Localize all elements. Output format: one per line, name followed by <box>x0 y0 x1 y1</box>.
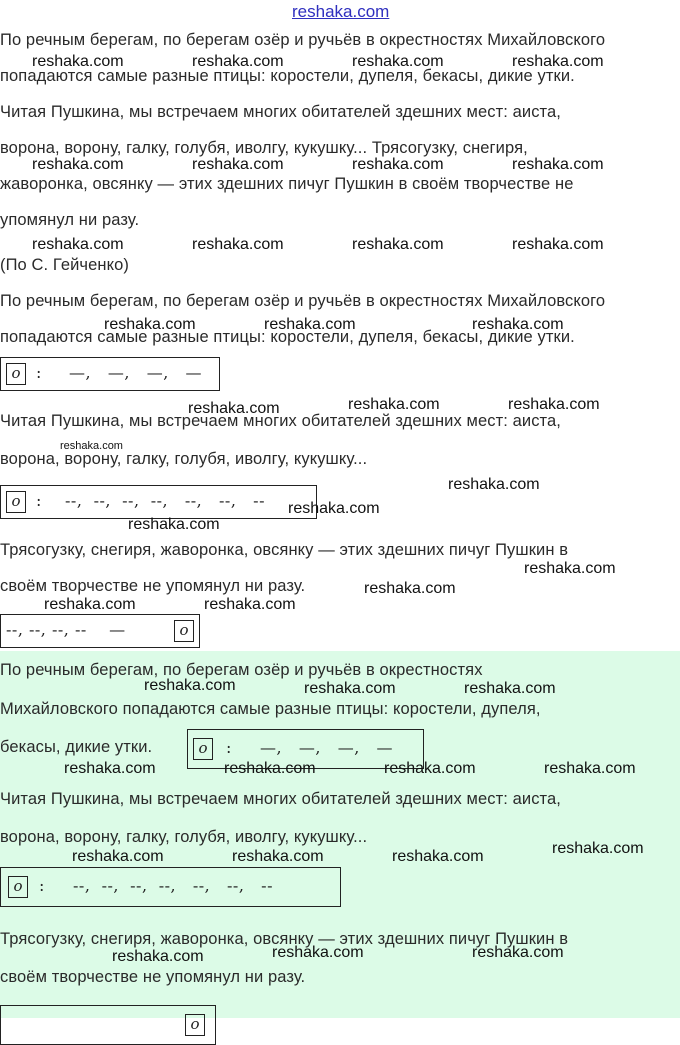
sentence-scheme <box>0 1005 216 1045</box>
text-line: попадаются самые разные птицы: коростели, дупеля, бекасы, дикие утки. <box>0 67 575 85</box>
scheme-members: —, —, —, — <box>260 738 394 757</box>
text-line: своём творчестве не упомянул ни разу. <box>0 968 306 986</box>
text-line: Трясогузку, снегиря, жаворонка, овсянку — этих здешних пичуг Пушкин в <box>0 930 569 948</box>
watermark: reshaka.com <box>192 156 284 173</box>
watermark: reshaka.com <box>544 760 636 777</box>
watermark: reshaka.com <box>472 316 564 333</box>
generalizing-word-box: о <box>6 363 26 385</box>
watermark: reshaka.com <box>272 944 364 961</box>
watermark: reshaka.com <box>60 440 123 452</box>
text-line: упомянул ни разу. <box>0 211 140 229</box>
sentence-scheme <box>0 357 220 391</box>
watermark: reshaka.com <box>128 516 220 533</box>
sentence-scheme <box>0 485 317 519</box>
watermark: reshaka.com <box>352 156 444 173</box>
watermark: reshaka.com <box>352 53 444 70</box>
watermark: reshaka.com <box>552 840 644 857</box>
scheme-colon: : <box>39 876 45 895</box>
watermark: reshaka.com <box>112 948 204 965</box>
text-line: Читая Пушкина, мы встречаем многих обитателей здешних мест: аиста, <box>0 790 561 808</box>
watermark: reshaka.com <box>144 677 236 694</box>
scheme-colon: : <box>36 363 42 382</box>
text-line: бекасы, дикие утки. <box>0 738 153 756</box>
watermark: reshaka.com <box>32 156 124 173</box>
scheme-colon: : <box>36 491 42 510</box>
watermark: reshaka.com <box>348 396 440 413</box>
watermark: reshaka.com <box>512 236 604 253</box>
scheme-colon: : <box>226 738 232 757</box>
text-line: попадаются самые разные птицы: коростели, дупеля, бекасы, дикие утки. <box>0 328 575 346</box>
text-line: ворона, ворону, галку, голубя, иволгу, кукушку... <box>0 828 368 846</box>
watermark: reshaka.com <box>188 400 280 417</box>
watermark: reshaka.com <box>288 500 380 517</box>
watermark: reshaka.com <box>524 560 616 577</box>
watermark: reshaka.com <box>364 580 456 597</box>
watermark: reshaka.com <box>204 596 296 613</box>
watermark: reshaka.com <box>512 156 604 173</box>
watermark: reshaka.com <box>232 848 324 865</box>
watermark: reshaka.com <box>472 944 564 961</box>
scheme-members: --, --, --, --, --, --, -- <box>65 491 265 510</box>
text-line: По речным берегам, по берегам озёр и ручьёв в окрестностях Михайловского <box>0 292 606 310</box>
text-line: Читая Пушкина, мы встречаем многих обитателей здешних мест: аиста, <box>0 412 561 430</box>
scheme-members: --, --, --, --, --, --, -- <box>73 876 273 895</box>
generalizing-word-box: о <box>193 738 213 760</box>
watermark: reshaka.com <box>44 596 136 613</box>
watermark: reshaka.com <box>304 680 396 697</box>
text-line: Трясогузку, снегиря, жаворонка, овсянку — этих здешних пичуг Пушкин в <box>0 541 569 559</box>
watermark: reshaka.com <box>392 848 484 865</box>
generalizing-word-box: о <box>6 491 26 513</box>
sentence-scheme <box>0 614 200 648</box>
text-line: своём творчестве не упомянул ни разу. <box>0 577 306 595</box>
site-link[interactable]: reshaka.com <box>292 2 390 21</box>
watermark: reshaka.com <box>64 760 156 777</box>
watermark: reshaka.com <box>464 680 556 697</box>
text-line: ворона, ворону, галку, голубя, иволгу, кукушку... Трясогузку, снегиря, <box>0 139 528 157</box>
watermark: reshaka.com <box>264 316 356 333</box>
text-line: Читая Пушкина, мы встречаем многих обитателей здешних мест: аиста, <box>0 103 561 121</box>
watermark: reshaka.com <box>512 53 604 70</box>
generalizing-word-box: о <box>185 1014 205 1036</box>
watermark: reshaka.com <box>192 236 284 253</box>
watermark: reshaka.com <box>384 760 476 777</box>
watermark: reshaka.com <box>32 236 124 253</box>
watermark: reshaka.com <box>192 53 284 70</box>
text-line: Михайловского попадаются самые разные птицы: коростели, дупеля, <box>0 700 541 718</box>
watermark: reshaka.com <box>224 760 316 777</box>
author-note: (По С. Гейченко) <box>0 256 129 274</box>
text-line: жаворонка, овсянку — этих здешних пичуг Пушкин в своём творчестве не <box>0 175 574 193</box>
text-line: По речным берегам, по берегам озёр и ручьёв в окрестностях Михайловского <box>0 31 606 49</box>
scheme-members: —, —, —, — <box>69 363 203 382</box>
scheme-members: --, --, --, -- — <box>6 620 126 639</box>
sentence-scheme <box>0 867 341 907</box>
generalizing-word-box: о <box>174 620 194 642</box>
text-line: ворона, ворону, галку, голубя, иволгу, кукушку... <box>0 450 368 468</box>
text-line: По речным берегам, по берегам озёр и ручьёв в окрестностях <box>0 661 483 679</box>
watermark: reshaka.com <box>104 316 196 333</box>
watermark: reshaka.com <box>352 236 444 253</box>
watermark: reshaka.com <box>72 848 164 865</box>
watermark: reshaka.com <box>32 53 124 70</box>
generalizing-word-box: о <box>8 876 28 898</box>
watermark: reshaka.com <box>508 396 600 413</box>
watermark: reshaka.com <box>448 476 540 493</box>
